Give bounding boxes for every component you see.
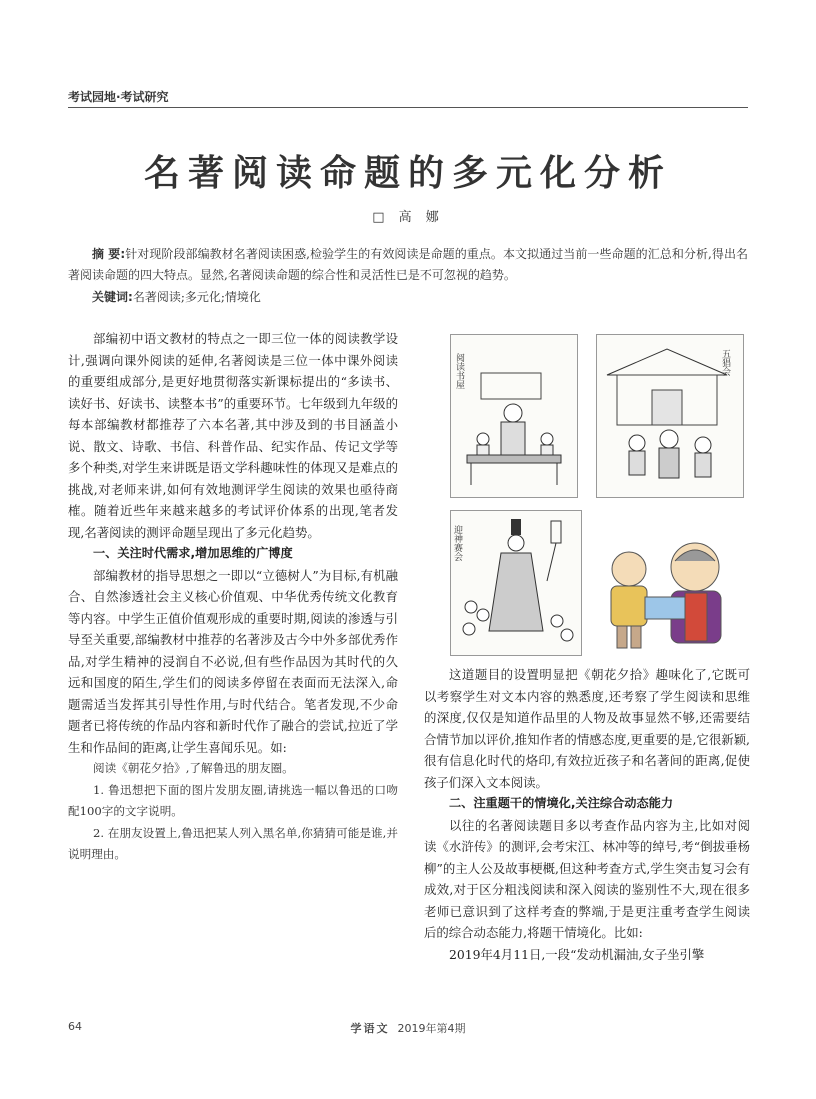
right-column (424, 664, 750, 965)
section-heading-2: 二、注重题干的情境化,关注综合动态能力 (449, 796, 674, 810)
pic1-caption: 阅读书屋 (454, 353, 464, 389)
keywords-text: 名著阅读;多元化;情境化 (132, 290, 261, 304)
article-title: 名著阅读命题的多元化分析 (143, 153, 672, 194)
illustration-cartoon (590, 530, 742, 656)
article-author: □ 高 娜 (372, 210, 444, 225)
journal-name: 学语文 (350, 1022, 390, 1035)
section1-paragraph: 部编教材的指导思想之一即以“立德树人”为目标,有机融合、自然渗透社会主义核心价值观、中华优秀传统文化教育等内容。中学生正值价值观形成的重要时期,阅读的渗透与引导至关重要,部编教材中推荐的名著涉及古今中外多部优秀作品,对学生精神的浸润自不必说,但有些作品因为其时代的久远和国度的陌生,学生们的阅读多停留在表面而无法深入,命题需适当发挥其引导性作用,与时代结合。笔者发现,不少命题者已将传统的作品内容和新时代作了融合的尝试,拉近了学生和作品间的距离,让学生喜闻乐见。如: (68, 567, 398, 755)
right-paragraph-1: 这道题目的设置明显把《朝花夕拾》趣味化了,它既可以考察学生对文本内容的熟悉度,还考察了学生阅读和思维的深度,仅仅是知道作品里的人物及故事显然不够,还需要结合情节加以评价,推知作者的情感态度,更重要的是,它很新颖,很有信息化时代的烙印,有效拉近孩子和名著间的距离,促使孩子们深入文本阅读。 (424, 667, 750, 790)
page-number: 64 (68, 1020, 82, 1033)
right-paragraph-3: 2019年4月11日,一段“发动机漏油,女子坐引擎 (449, 946, 705, 962)
illustration-courtyard (596, 334, 744, 498)
abstract-label: 摘 要: (92, 247, 126, 261)
header-divider (68, 107, 748, 108)
intro-paragraph: 部编初中语文教材的特点之一即三位一体的阅读教学设计,强调向课外阅读的延伸,名著阅读是三位一体中课外阅读的重要组成部分,是更好地贯彻落实新课标提出的“多读书、读好书、好读书、读整本书”的重要环节。七年级到九年级的每本部编教材都推荐了六本名著,其中涉及到的书目涵盖小说、散文、诗歌、书信、科普作品、纪实作品、传记文学等多个种类,对学生来讲既是语文学科趣味性的体现又是难点的挑战,对老师来讲,如何有效地测评学生阅读的效果也亟待商榷。随着近些年来越来越多的考试评价体系的出现,笔者发现,名著阅读的测评命题呈现出了多元化趋势。 (68, 331, 398, 540)
pic2-caption: 五猖会 (720, 349, 730, 376)
illustration-figure (444, 330, 754, 660)
illustration-procession (450, 510, 582, 656)
abstract-text: 针对现阶段部编教材名著阅读困惑,检验学生的有效阅读是命题的重点。本文拟通过当前一些命题的汇总和分析,得出名著阅读命题的四大特点。显然,名著阅读命题的综合性和灵活性已是不可忽视的趋势。 (68, 247, 748, 282)
section-header: 考试园地·考试研究 (68, 90, 169, 104)
abstract (68, 244, 748, 286)
section-heading-1: 一、关注时代需求,增加思维的广博度 (93, 546, 293, 560)
left-column (68, 328, 398, 866)
example-question-1: 1. 鲁迅想把下面的图片发朋友圈,请挑选一幅以鲁迅的口吻配100字的文字说明。 (68, 782, 398, 818)
keywords (92, 287, 748, 308)
example-intro: 阅读《朝花夕拾》,了解鲁迅的朋友圈。 (93, 761, 294, 775)
journal-issue: 2019年第4期 (397, 1022, 466, 1035)
pic3-caption: 迎神赛会 (452, 525, 462, 561)
right-paragraph-2: 以往的名著阅读题目多以考查作品内容为主,比如对阅读《水浒传》的测评,会考宋江、林冲等的绰号,考“倒拔垂杨柳”的主人公及故事梗概,但这种考查方式,学生突击复习会有成效,对于区分粗浅阅读和深入阅读的鉴别性不大,现在很多老师已意识到了这样考查的弊端,于是更注重考查学生阅读后的综合动态能力,将题干情境化。比如: (424, 817, 750, 940)
journal-info (0, 1020, 816, 1036)
illustration-school (450, 334, 578, 498)
example-question-2: 2. 在朋友设置上,鲁迅把某人列入黑名单,你猜猜可能是谁,并说明理由。 (68, 825, 398, 861)
keywords-label: 关键词: (92, 290, 133, 304)
